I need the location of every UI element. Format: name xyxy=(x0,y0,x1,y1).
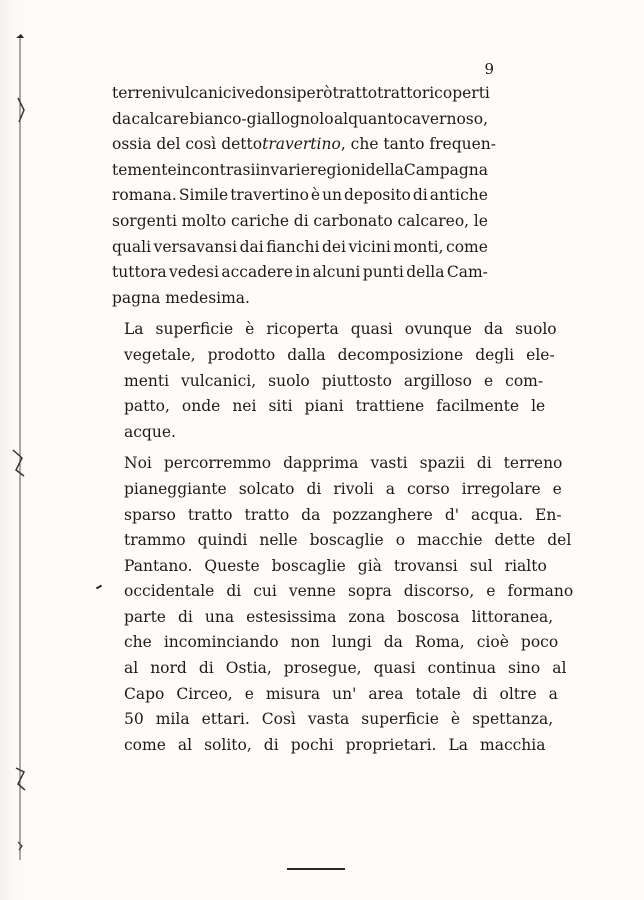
word: tuttora xyxy=(112,263,167,282)
word: da xyxy=(383,633,403,652)
word: onde xyxy=(181,397,221,416)
word: quasi xyxy=(350,320,393,339)
text-line xyxy=(112,343,555,369)
word: La xyxy=(124,320,144,339)
word: di xyxy=(226,582,242,601)
text-line xyxy=(112,158,488,184)
word: regioni xyxy=(309,160,366,179)
text-line xyxy=(112,605,554,631)
word: al xyxy=(124,659,139,678)
word: Queste xyxy=(204,556,260,575)
word: della xyxy=(406,263,445,282)
word: calcare xyxy=(131,109,189,128)
word: En- xyxy=(535,505,562,524)
word: travertino xyxy=(230,186,309,205)
word: monti, xyxy=(393,237,444,256)
word: e xyxy=(486,582,496,601)
word: dette xyxy=(494,531,536,550)
word: venne xyxy=(288,582,336,601)
text-line xyxy=(112,451,563,477)
word: patto, xyxy=(124,397,170,416)
text-line xyxy=(112,630,559,656)
word: vasta xyxy=(307,710,350,729)
word: sparso xyxy=(124,505,176,524)
word: antiche xyxy=(429,186,488,205)
word: spettanza, xyxy=(472,710,554,729)
word: varie xyxy=(270,160,310,179)
word: terreno xyxy=(503,454,563,473)
word: e xyxy=(483,371,494,390)
text-fragment: , che tanto frequen- xyxy=(340,135,496,154)
paragraph xyxy=(112,317,557,445)
word: lungi xyxy=(331,633,372,652)
word: proprietari. xyxy=(345,735,437,754)
word: Capo xyxy=(124,684,165,703)
word: trattiene xyxy=(355,397,425,416)
word: continua xyxy=(427,659,497,678)
word: vedesi xyxy=(169,263,219,282)
text-line xyxy=(112,260,488,286)
word: da xyxy=(112,109,132,128)
word: pozzanghere xyxy=(332,505,433,524)
text-line xyxy=(112,317,557,343)
word: suolo xyxy=(268,371,310,390)
word: oltre xyxy=(499,684,537,703)
word: macchie xyxy=(417,531,483,550)
word: alcuni xyxy=(312,263,361,282)
word: romana. xyxy=(112,186,177,205)
word: cioè xyxy=(476,633,509,652)
word: Così xyxy=(261,710,296,729)
word: argilloso xyxy=(403,371,472,390)
word: sopra xyxy=(347,582,392,601)
text-line xyxy=(112,235,488,261)
word: occidentale xyxy=(124,582,215,601)
word: com- xyxy=(505,371,544,390)
word: rialto xyxy=(504,556,547,575)
word: superficie xyxy=(155,320,234,339)
word: punti xyxy=(362,263,404,282)
text-line xyxy=(112,81,488,107)
word: incominciando xyxy=(163,633,279,652)
word: come xyxy=(446,237,488,256)
word: degli xyxy=(475,345,515,364)
word: versavansi xyxy=(153,237,238,256)
word: solito, xyxy=(204,735,252,754)
text-line xyxy=(112,503,562,529)
word: quasi xyxy=(373,659,416,678)
word: ettari. xyxy=(201,710,250,729)
word: discorso, xyxy=(403,582,475,601)
word: Campagna xyxy=(403,160,489,179)
word: Ostia, xyxy=(225,659,272,678)
word: le xyxy=(473,211,488,230)
word: Noi xyxy=(124,454,152,473)
word: vegetale, xyxy=(124,345,196,364)
word: vicini xyxy=(348,237,391,256)
word: molto xyxy=(181,211,227,230)
word: corso xyxy=(406,479,450,498)
word: facilmente xyxy=(436,397,520,416)
word: sorgenti xyxy=(112,211,177,230)
word: littoranea, xyxy=(471,607,554,626)
word: ricoperta xyxy=(266,320,339,339)
word: Circeo, xyxy=(176,684,233,703)
word: vasti xyxy=(370,454,408,473)
text-line xyxy=(112,132,496,158)
word: cariche xyxy=(230,211,290,230)
word: temente xyxy=(112,160,177,179)
text-line xyxy=(112,369,544,395)
word: trovansi xyxy=(393,556,458,575)
word: prosegue, xyxy=(283,659,362,678)
word: d' xyxy=(444,505,460,524)
word: area xyxy=(368,684,404,703)
text-line xyxy=(112,528,572,554)
text-line xyxy=(112,183,488,209)
word: decomposizione xyxy=(337,345,464,364)
word: e xyxy=(244,684,254,703)
word: da xyxy=(483,320,504,339)
word: zona xyxy=(348,607,386,626)
word: incontrasi xyxy=(176,160,256,179)
word: terreni xyxy=(112,84,167,102)
text-line: acque. xyxy=(124,422,176,441)
word: cui xyxy=(253,582,277,601)
text-line xyxy=(112,579,574,605)
word: tratto xyxy=(332,84,378,102)
word: tratto xyxy=(377,84,422,102)
word: bianco-giallognolo xyxy=(189,109,334,128)
word: ovunque xyxy=(404,320,472,339)
text-line xyxy=(112,394,546,420)
word: boscosa xyxy=(397,607,460,626)
text-line xyxy=(112,682,558,708)
word: di xyxy=(177,607,193,626)
word: a xyxy=(385,479,395,498)
word: dei xyxy=(321,237,346,256)
word: Roma, xyxy=(414,633,465,652)
word: spazii xyxy=(419,454,465,473)
word: sino xyxy=(508,659,541,678)
word: rivoli xyxy=(333,479,374,498)
word: non xyxy=(290,633,320,652)
word: quali xyxy=(112,237,152,256)
word: irregolare xyxy=(461,479,541,498)
word: al xyxy=(177,735,193,754)
word: tratto xyxy=(187,505,233,524)
text-line xyxy=(112,107,488,133)
word: ricoperti xyxy=(421,84,490,102)
word: e xyxy=(552,479,562,498)
word: estesissima xyxy=(246,607,337,626)
word: trammo xyxy=(124,531,186,550)
page-number: 9 xyxy=(484,60,494,78)
word: dapprima xyxy=(283,454,359,473)
word: a xyxy=(548,684,558,703)
word: un' xyxy=(332,684,357,703)
word: nord xyxy=(150,659,187,678)
word: La xyxy=(448,735,468,754)
word: che xyxy=(124,633,152,652)
word: carbonato xyxy=(313,211,393,230)
word: di xyxy=(472,684,488,703)
word: macchia xyxy=(480,735,546,754)
italic-term-travertino: travertino xyxy=(262,135,341,154)
word: pianeggiante xyxy=(124,479,227,498)
word: menti xyxy=(124,371,170,390)
word: di xyxy=(198,659,214,678)
text-line: pagna medesima. xyxy=(112,288,250,307)
word: ele- xyxy=(526,345,555,364)
word: o xyxy=(395,531,406,550)
word: piani xyxy=(304,397,344,416)
word: del xyxy=(547,531,572,550)
word: è xyxy=(450,710,461,729)
word: è xyxy=(310,186,321,205)
word: nelle xyxy=(259,531,298,550)
word: siti xyxy=(268,397,293,416)
word: formano xyxy=(507,582,574,601)
word: di xyxy=(263,735,279,754)
text-line xyxy=(112,554,547,580)
text-line xyxy=(112,707,554,733)
word: però xyxy=(296,84,333,102)
word: Pantano. xyxy=(124,556,193,575)
word: suolo xyxy=(515,320,557,339)
word: di xyxy=(306,479,322,498)
word: nei xyxy=(232,397,257,416)
word: vulcanici xyxy=(166,84,237,102)
word: come xyxy=(124,735,166,754)
paragraph xyxy=(112,451,574,758)
word: fianchi xyxy=(266,237,320,256)
word: sul xyxy=(469,556,493,575)
text-fragment: ossia del così detto xyxy=(112,135,263,154)
word: 50 xyxy=(124,710,144,729)
word: alquanto xyxy=(333,109,403,128)
word: Simile xyxy=(178,186,229,205)
word: tratto xyxy=(244,505,290,524)
bottom-rule xyxy=(287,868,345,870)
stray-mark xyxy=(96,585,102,590)
word: al xyxy=(552,659,567,678)
word: prodotto xyxy=(207,345,276,364)
word: vulcanici, xyxy=(181,371,257,390)
word: della xyxy=(365,160,404,179)
word: calcareo, xyxy=(397,211,470,230)
word: mila xyxy=(155,710,190,729)
word: è xyxy=(245,320,255,339)
word: poco xyxy=(520,633,559,652)
word: di xyxy=(476,454,492,473)
word: vedonsi xyxy=(236,84,297,102)
text-line xyxy=(112,656,567,682)
word: solcato xyxy=(238,479,295,498)
text-line xyxy=(112,477,562,503)
paragraph xyxy=(112,81,496,311)
word: totale xyxy=(415,684,461,703)
word: le xyxy=(531,397,546,416)
word: pochi xyxy=(290,735,334,754)
word: cavernoso, xyxy=(403,109,488,128)
word: quindi xyxy=(197,531,248,550)
word: di xyxy=(412,186,428,205)
word: dalla xyxy=(287,345,326,364)
text-line xyxy=(112,209,488,235)
binding-edge-marks xyxy=(0,0,30,900)
word: dai xyxy=(239,237,264,256)
word: un xyxy=(322,186,343,205)
word: accadere xyxy=(221,263,293,282)
word: percorremmo xyxy=(163,454,272,473)
body-text xyxy=(112,81,574,758)
word: superficie xyxy=(361,710,439,729)
word: acqua. xyxy=(471,505,524,524)
word: da xyxy=(301,505,321,524)
word: boscaglie xyxy=(309,531,384,550)
word: misura xyxy=(265,684,321,703)
word: boscaglie xyxy=(271,556,346,575)
word: una xyxy=(204,607,235,626)
word: piuttosto xyxy=(321,371,392,390)
word: parte xyxy=(124,607,166,626)
text-line xyxy=(112,733,546,759)
word: in xyxy=(255,160,271,179)
word: Cam- xyxy=(446,263,488,282)
word: deposito xyxy=(344,186,411,205)
word: di xyxy=(293,211,309,230)
word: in xyxy=(295,263,311,282)
word: già xyxy=(357,556,382,575)
